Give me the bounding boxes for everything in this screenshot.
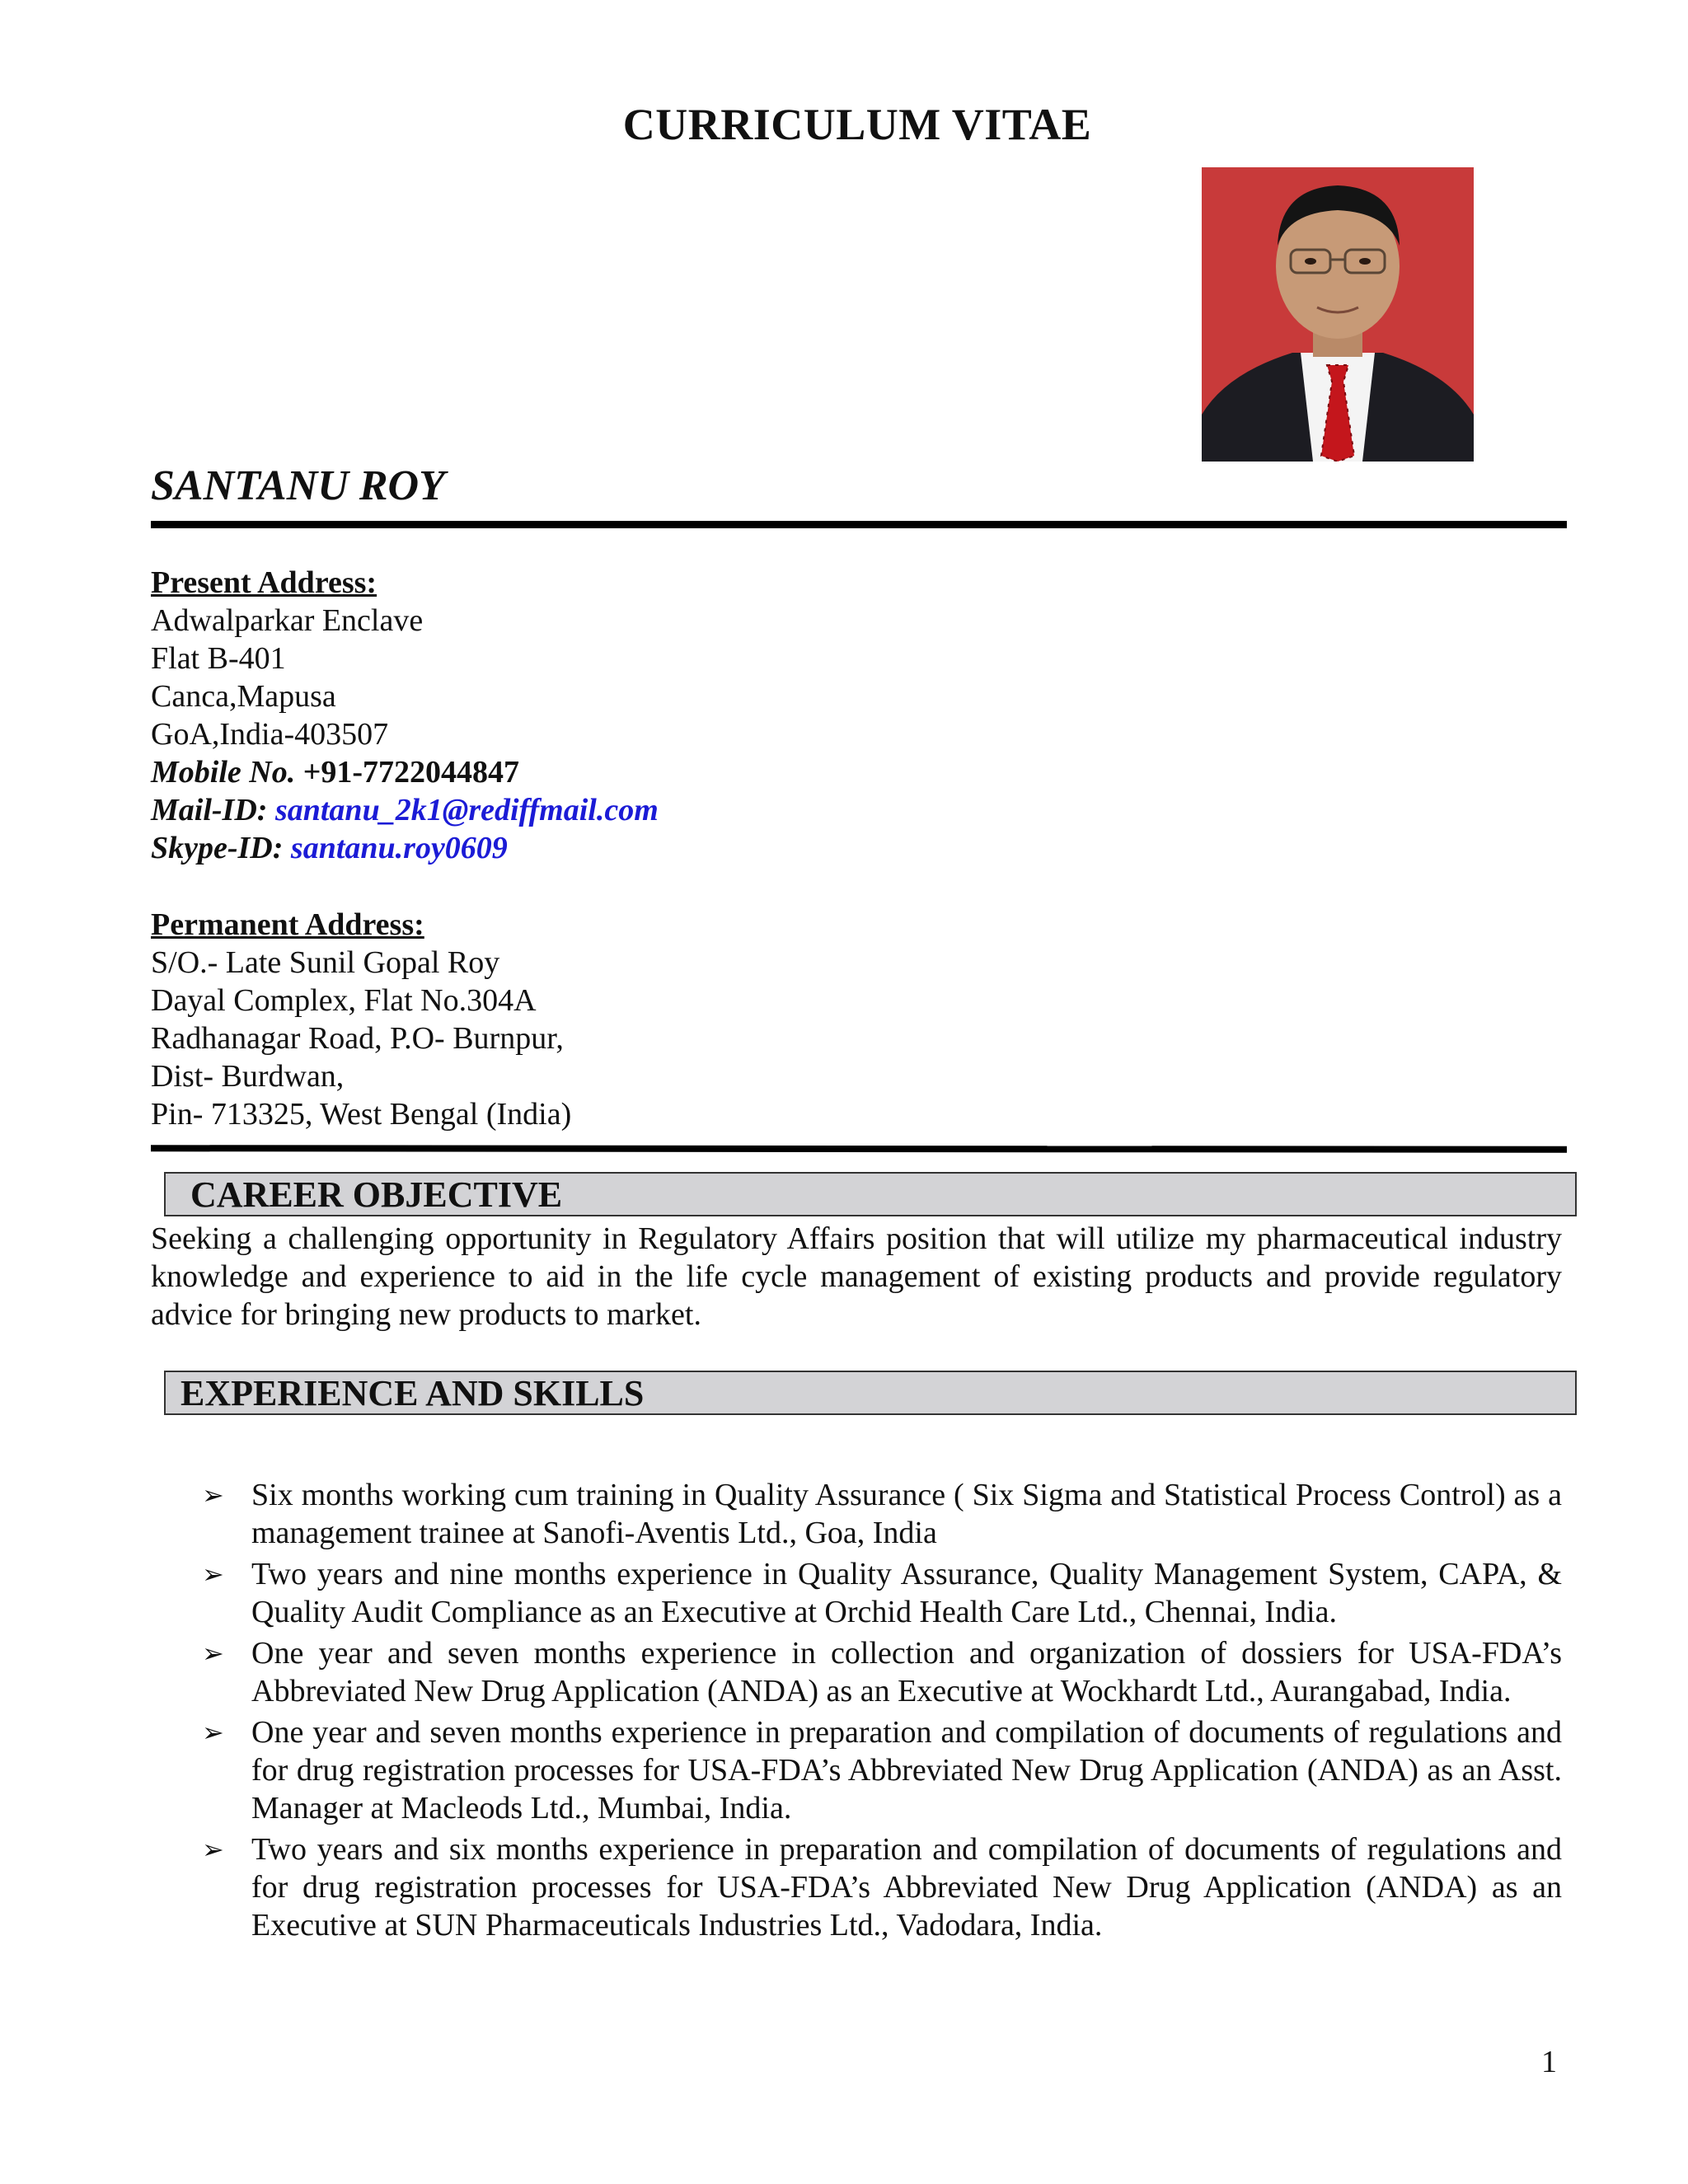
experience-text: One year and seven months experience in preparation and compilation of documents of regulations and for drug registration processes for USA-FDA’s Abbreviated New Drug Application (ANDA) as an Asst. Manager at Macleods Ltd., Mumbai, India. xyxy=(251,1715,1562,1825)
mobile-number: +91-7722044847 xyxy=(302,755,520,790)
address-line: Adwalparkar Enclave xyxy=(151,603,424,638)
address-line: GoA,India-403507 xyxy=(151,717,389,752)
permanent-address-block xyxy=(151,906,571,1133)
arrow-bullet-icon: ➢ xyxy=(202,1638,224,1669)
divider xyxy=(151,1145,1567,1152)
arrow-bullet-icon: ➢ xyxy=(202,1558,224,1590)
address-line: Flat B-401 xyxy=(151,641,286,676)
address-line: Dayal Complex, Flat No.304A xyxy=(151,983,537,1018)
career-objective-bar xyxy=(164,1172,1577,1216)
present-address-heading: Present Address: xyxy=(151,565,377,600)
experience-list xyxy=(151,1476,1562,1947)
list-item xyxy=(151,1634,1562,1710)
list-item xyxy=(151,1476,1562,1552)
arrow-bullet-icon: ➢ xyxy=(202,1479,224,1511)
arrow-bullet-icon: ➢ xyxy=(202,1834,224,1865)
list-item xyxy=(151,1830,1562,1944)
profile-photo xyxy=(1202,167,1474,462)
section-heading: CAREER OBJECTIVE xyxy=(190,1174,563,1215)
experience-text: Two years and nine months experience in Quality Assurance, Quality Management System, CAPA, & Quality Audit Compliance as an Executive at Orchid Health Care Ltd., Chennai, India. xyxy=(251,1557,1562,1629)
mobile-label: Mobile No. xyxy=(151,755,296,790)
list-item xyxy=(151,1713,1562,1827)
candidate-name: SANTANU ROY xyxy=(151,462,445,509)
experience-text: Two years and six months experience in preparation and compilation of documents of regulations and for drug registration processes for USA-FDA’s Abbreviated New Drug Application (ANDA) as an Executive at SUN Pharmaceuticals Industries Ltd., Vadodara, India. xyxy=(251,1832,1562,1943)
skype-row xyxy=(151,829,659,867)
address-line: Dist- Burdwan, xyxy=(151,1059,345,1094)
experience-text: Six months working cum training in Quality Assurance ( Six Sigma and Statistical Process Control) as a management trainee at Sanofi-Aventis Ltd., Goa, India xyxy=(251,1478,1562,1550)
address-line: Canca,Mapusa xyxy=(151,679,336,714)
mail-label: Mail-ID: xyxy=(151,793,268,827)
present-address-block xyxy=(151,564,659,867)
email-link[interactable]: santanu_2k1@rediffmail.com xyxy=(274,793,659,827)
skype-label: Skype-ID: xyxy=(151,831,284,865)
portrait-image xyxy=(1202,167,1474,462)
arrow-bullet-icon: ➢ xyxy=(202,1717,224,1748)
section-heading: EXPERIENCE AND SKILLS xyxy=(181,1373,645,1413)
career-objective-text: Seeking a challenging opportunity in Regulatory Affairs position that will utilize my pharmaceutical industry knowledge and experience to aid in the life cycle management of existing products and provide regulatory advice for bringing new products to market. xyxy=(151,1221,1562,1332)
skype-link[interactable]: santanu.roy0609 xyxy=(290,831,508,865)
page-number: 1 xyxy=(1541,2045,1557,2079)
address-line: Pin- 713325, West Bengal (India) xyxy=(151,1097,572,1132)
experience-text: One year and seven months experience in collection and organization of dossiers for USA-FDA’s Abbreviated New Drug Application (ANDA) as an Executive at Wockhardt Ltd., Aurangabad, India. xyxy=(251,1636,1562,1708)
experience-bar xyxy=(164,1371,1577,1415)
address-line: S/O.- Late Sunil Gopal Roy xyxy=(151,945,500,980)
permanent-address-heading: Permanent Address: xyxy=(151,907,424,942)
document-title: CURRICULUM VITAE xyxy=(622,100,1092,149)
mail-row xyxy=(151,791,659,829)
mobile-row xyxy=(151,753,659,791)
address-line: Radhanagar Road, P.O- Burnpur, xyxy=(151,1021,564,1056)
list-item xyxy=(151,1555,1562,1631)
divider xyxy=(151,521,1567,528)
